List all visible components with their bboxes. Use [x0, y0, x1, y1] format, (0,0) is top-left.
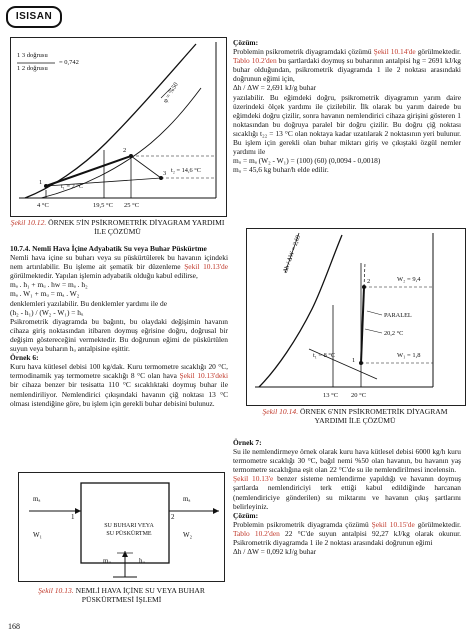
- left-para-2: denklemleri yazılabilir. Bu denklemler yardımı ile de: [10, 298, 167, 308]
- fig1-point-3: 3: [163, 170, 167, 177]
- fig2-w2: W₂: [183, 531, 193, 539]
- fig3-t1-label: t₁ = 8 °C: [313, 352, 336, 359]
- fig1-x-tick-19-5: 19,5 °C: [93, 202, 113, 209]
- fig1-phi-label: φ = %50: [161, 81, 180, 105]
- figure-10-13: [18, 472, 225, 582]
- fig1-caption-ref[interactable]: Şekil 10.12.: [10, 218, 47, 227]
- ref-sekil-10-13-example7[interactable]: Şekil 10.13'e: [233, 474, 274, 484]
- figure-10-12-caption: [10, 218, 225, 237]
- fig3-caption-ref[interactable]: Şekil 10.14.: [262, 407, 299, 416]
- example-6-title: Örnek 6:: [10, 353, 39, 363]
- fig3-point-1: 1: [352, 357, 356, 364]
- fig2-hw: hᵤ: [139, 557, 145, 565]
- fig2-w1: W₁: [33, 531, 43, 539]
- fig3-slope-label: Δh / ΔW = 2,69: [281, 234, 303, 274]
- fig2-ma-out: mₐ: [183, 495, 191, 503]
- fig2-caption-text: NEMLİ HAVA İÇİNE SU VEYA BUHAR PÜSKÜRTMESİ İŞLEMİ: [73, 586, 205, 605]
- fig1-t1-label: t₁ = 2 °C: [61, 183, 84, 190]
- fig3-x-tick-20: 20 °C: [351, 392, 367, 399]
- example-7-title: Örnek 7:: [233, 438, 262, 447]
- fig1-label-line13: 1 3 doğrusu: [17, 52, 48, 59]
- fig3-w1-label: W₁ = 1,8: [397, 352, 421, 359]
- fig2-state-2: 2: [171, 513, 175, 521]
- figure-10-14-caption: [246, 407, 464, 426]
- fig1-caption-text: ÖRNEK 5'İN PSİKROMETRİK DİYAGRAM YARDIMI İLE ÇÖZÜMÜ: [46, 218, 225, 237]
- section-heading-10-7-4: 10.7.4. Nemli Hava İçine Adyabatik Su veya Buhar Püskürtme: [10, 244, 207, 253]
- ref-tablo-10-2-example7[interactable]: Tablo 10.2'den: [233, 528, 280, 538]
- fig3-caption-text: ÖRNEK 6'NIN PSİKROMETRİK DİYAGRAM YARDIMI İLE ÇÖZÜMÜ: [298, 407, 448, 426]
- fig1-label-line12: 1 2 doğrusu: [17, 65, 48, 72]
- equation-3: (h₂ - h₁) / (W₂ - W₁) = hᵤ: [10, 307, 84, 317]
- left-column-text: [10, 244, 228, 408]
- ref-sekil-10-14[interactable]: Şekil 10.14'de: [373, 47, 416, 57]
- figure-10-14: [246, 228, 466, 406]
- fig3-w2-label: W₂ = 9,4: [397, 276, 421, 283]
- psychrometric-chart-example6: [247, 229, 465, 405]
- equation-2: mₐ . W₁ + mᵤ = mₐ . W₂: [10, 289, 80, 299]
- solution-7-para: Problemin psikrometrik diyagramda çözümü Şekil 10.15'de görülmektedir. Tablo 10.2'den 22 °C'de suyun antalpisi 92,27 kJ/kg olarak okunur. Psikrometrik diyagramda 1 ile 2 noktası arasındaki doğrunun eğimi: [233, 519, 462, 548]
- solution-6-para-2: yazılabilir. Bu eğimdeki doğru, psikrometrik diyagramın yarım daire üzerindeki ölçek yardımı ile çizilebilir. İlk olarak bu yarım dairede bu eğimdeki doğru çizilir, sonra havanın nemlendirici cihaza girişini gösteren 1 noktasından bu doğruya paralel bir doğru çizilir. Bu doğru çiğ noktası sıcaklığı t₂₂ = 13 °C olan noktaya kadar uzatılarak 2 noktasının yeri bulunur. Bu işlem için gerekli olan buhar miktarı giriş ve çıkıştaki özgül nemler yardımı ile: [233, 92, 461, 157]
- example-7-para-2: Şekil 10.13'e benzer sisteme nemlendirme yapıldığı ve havanın doymuş şartlarda nemlendiriciyi terk ettiği kabul edildiğinde harcanan (nemlendiriciye gönderilen) su miktarını ve havanın çıkış şartlarını belirleyiniz.: [233, 474, 461, 511]
- right-column-top-text: [233, 38, 461, 174]
- solution-6-para-1: Problemin psikrometrik diyagramdaki çözümü Şekil 10.14'de görülmektedir. Tablo 10.2'den bu şartlardaki doymuş su buharının antalpisi hg = 2691 kJ/kg buhar olduğundan, psikrometrik diyagramda 1 ile 2 noktası arasındaki doğrunun eğimi için,: [233, 47, 462, 84]
- fig2-device-label: SU BUHARI VEYA SU PÜSKÜRTME: [104, 523, 154, 537]
- equation-slope-1: Δh / ΔW = 2,691 kJ/g buhar: [233, 83, 317, 93]
- fig1-ratio: = 0,742: [59, 59, 79, 66]
- example-6-text: Kuru hava kütlesel debisi 100 kg/dak. Kuru termometre sıcaklığı 20 °C, termodinamik yaş termometre sıcaklığı 8 °C olan hava Şekil 10.13'deki bir cihaza benzer bir tesisatta 110 °C sıcaklıktaki doymuş buhar ile nemlendiriliyor. Nemlendirici çıkışındaki havanın çiğ noktası 13 °C olması istendiğine göre, bu işlem için gerekli buhar debisini bulunuz.: [10, 362, 228, 408]
- fig1-point-2: 2: [123, 147, 127, 154]
- left-para-1: Nemli hava içine su buharı veya su püskürtülerek bu havanın içindeki nem artırılabilir. Bu işleme ait şematik bir düzenleme Şekil 10.13'de görülmektedir. Yapılan işlemin adyabatik olduğu kabul edilirse,: [10, 253, 229, 281]
- equation-mw-result: mᵤ = 45,6 kg buhar/h elde edilir.: [233, 165, 329, 175]
- figure-10-12: [10, 37, 227, 217]
- example-7-para-1: Su ile nemlendirmeye örnek olarak kuru hava kütlesel debisi 6000 kg/h kuru termometre sıcaklığı 30 °C, bağıl nemi %50 olan havanın, bu havanın yaş termometre sıcaklığına eşit olan 22 °C'de su ile nemlendirilmesi incelensin.: [233, 447, 461, 475]
- fig1-x-tick-4: 4 °C: [37, 202, 49, 209]
- fig3-t2-label: 20,2 °C: [384, 330, 404, 337]
- solution-6-title: Çözüm:: [233, 38, 259, 47]
- fig3-point-2: 2: [367, 278, 371, 285]
- left-para-3: Psikrometrik diyagramda bu bağıntı, bu olaydaki değişimin havanın cihaza giriş noktasından itibaren doymuş eğrisine doğru, doğrusal bir değişim göstereceğini vermektedir. Bu doğrunun eğimi de püskürtülen suyun veya buharın hᵤ antalpisine eşittir.: [10, 316, 228, 354]
- ref-tablo-10-2[interactable]: Tablo 10.2'den: [233, 56, 277, 66]
- equation-slope-2: Δh / ΔW = 0,092 kJ/g buhar: [233, 547, 317, 557]
- ref-sekil-10-15[interactable]: Şekil 10.15'de: [371, 519, 415, 529]
- figure-10-13-caption: [14, 586, 229, 605]
- fig2-caption-ref[interactable]: Şekil 10.13.: [38, 586, 74, 595]
- fig3-x-tick-13: 13 °C: [323, 392, 339, 399]
- fig2-mw: mᵤ: [103, 557, 111, 565]
- fig3-parallel-label: PARALEL: [384, 312, 412, 319]
- isisan-logo: ISISAN: [6, 6, 62, 28]
- ref-sekil-10-13[interactable]: Şekil 10.13'de: [184, 262, 229, 272]
- fig1-t2-label: t₂ = 14,6 °C: [171, 167, 201, 174]
- solution-7-title: Çözüm:: [233, 510, 259, 520]
- fig2-state-1: 1: [71, 513, 75, 521]
- equation-1: mₐ . h₁ + mᵤ . hw = mₐ . h₂: [10, 280, 88, 290]
- equation-mw: mᵤ = mₐ (W₂ - W₁) = (100) (60) (0,0094 - 0,0018): [233, 156, 381, 166]
- ref-sekil-10-13-example[interactable]: Şekil 10.13'deki: [179, 371, 228, 381]
- fig2-ma-in: mₐ: [33, 495, 41, 503]
- right-column-bottom-text: [233, 438, 461, 556]
- fig1-x-tick-25: 25 °C: [124, 202, 140, 209]
- page-number: 168: [8, 622, 20, 631]
- fig1-point-1: 1: [39, 179, 43, 186]
